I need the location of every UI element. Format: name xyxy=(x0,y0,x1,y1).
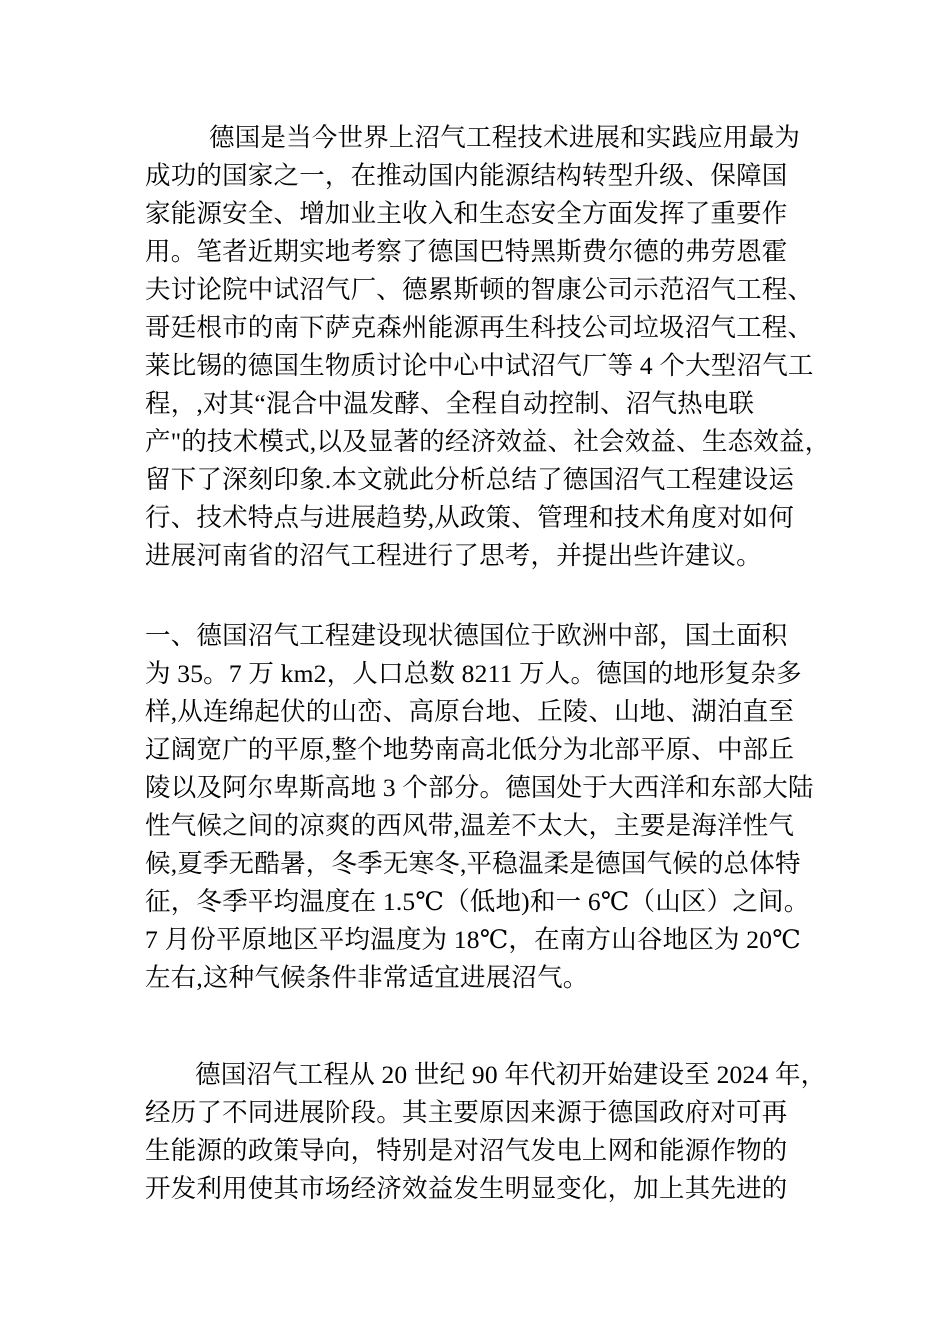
text-line: 留下了深刻印象.本文就此分析总结了德国沼气工程建设运 xyxy=(145,465,795,494)
text-line: 产"的技术模式,以及显著的经济效益、社会效益、生态效益， xyxy=(145,427,831,456)
text-line: 哥廷根市的南下萨克森州能源再生科技公司垃圾沼气工程、 xyxy=(145,313,814,342)
text-line: 开发利用使其市场经济效益发生明显变化，加上其先进的 xyxy=(145,1174,788,1203)
text-line: 7 月份平原地区平均温度为 18℃，在南方山谷地区为 20℃ xyxy=(145,925,801,954)
text-line: 德国沼气工程从 20 世纪 90 年代初开始建设至 2024 年， xyxy=(195,1060,827,1089)
text-line: 生能源的政策导向，特别是对沼气发电上网和能源作物的 xyxy=(145,1136,788,1165)
text-line: 家能源安全、增加业主收入和生态安全方面发挥了重要作 xyxy=(145,199,788,228)
paragraph-development xyxy=(145,1056,825,1208)
text-line: 候,夏季无酷暑，冬季无寒冬,平稳温柔是德国气候的总体特 xyxy=(145,849,801,878)
text-line: 一、德国沼气工程建设现状德国位于欧洲中部，国土面积 xyxy=(145,621,788,650)
text-line: 程，,对其“混合中温发酵、全程自动控制、沼气热电联 xyxy=(145,389,755,418)
text-line: 样,从连绵起伏的山峦、高原台地、丘陵、山地、湖泊直至 xyxy=(145,697,795,726)
text-line: 经历了不同进展阶段。其主要原因来源于德国政府对可再 xyxy=(145,1098,788,1127)
text-line: 进展河南省的沼气工程进行了思考，并提出些许建议。 xyxy=(145,541,762,570)
paragraph-intro xyxy=(145,119,831,575)
paragraph-section-one xyxy=(145,617,825,997)
text-line: 左右,这种气候条件非常适宜进展沼气。 xyxy=(145,963,589,992)
text-line: 用。笔者近期实地考察了德国巴特黑斯费尔德的弗劳恩霍 xyxy=(145,237,788,266)
text-line: 成功的国家之一，在推动国内能源结构转型升级、保障国 xyxy=(145,161,788,190)
text-line: 辽阔宽广的平原,整个地势南高北低分为北部平原、中部丘 xyxy=(145,735,795,764)
text-line: 性气候之间的凉爽的西风带,温差不太大，主要是海洋性气 xyxy=(145,811,795,840)
text-line: 为 35。7 万 km2，人口总数 8211 万人。德国的地形复杂多 xyxy=(145,659,802,688)
text-line: 陵以及阿尔卑斯高地 3 个部分。德国处于大西洋和东部大陆 xyxy=(145,773,814,802)
text-line: 德国是当今世界上沼气工程技术进展和实践应用最为 xyxy=(209,123,801,152)
text-line: 莱比锡的德国生物质讨论中心中试沼气厂等 4 个大型沼气工 xyxy=(145,351,814,380)
text-line: 征，冬季平均温度在 1.5℃（低地)和一 6℃（山区）之间。 xyxy=(145,887,810,916)
text-line: 行、技术特点与进展趋势,从政策、管理和技术角度对如何 xyxy=(145,503,795,532)
text-line: 夫讨论院中试沼气厂、德累斯顿的智康公司示范沼气工程、 xyxy=(145,275,814,304)
